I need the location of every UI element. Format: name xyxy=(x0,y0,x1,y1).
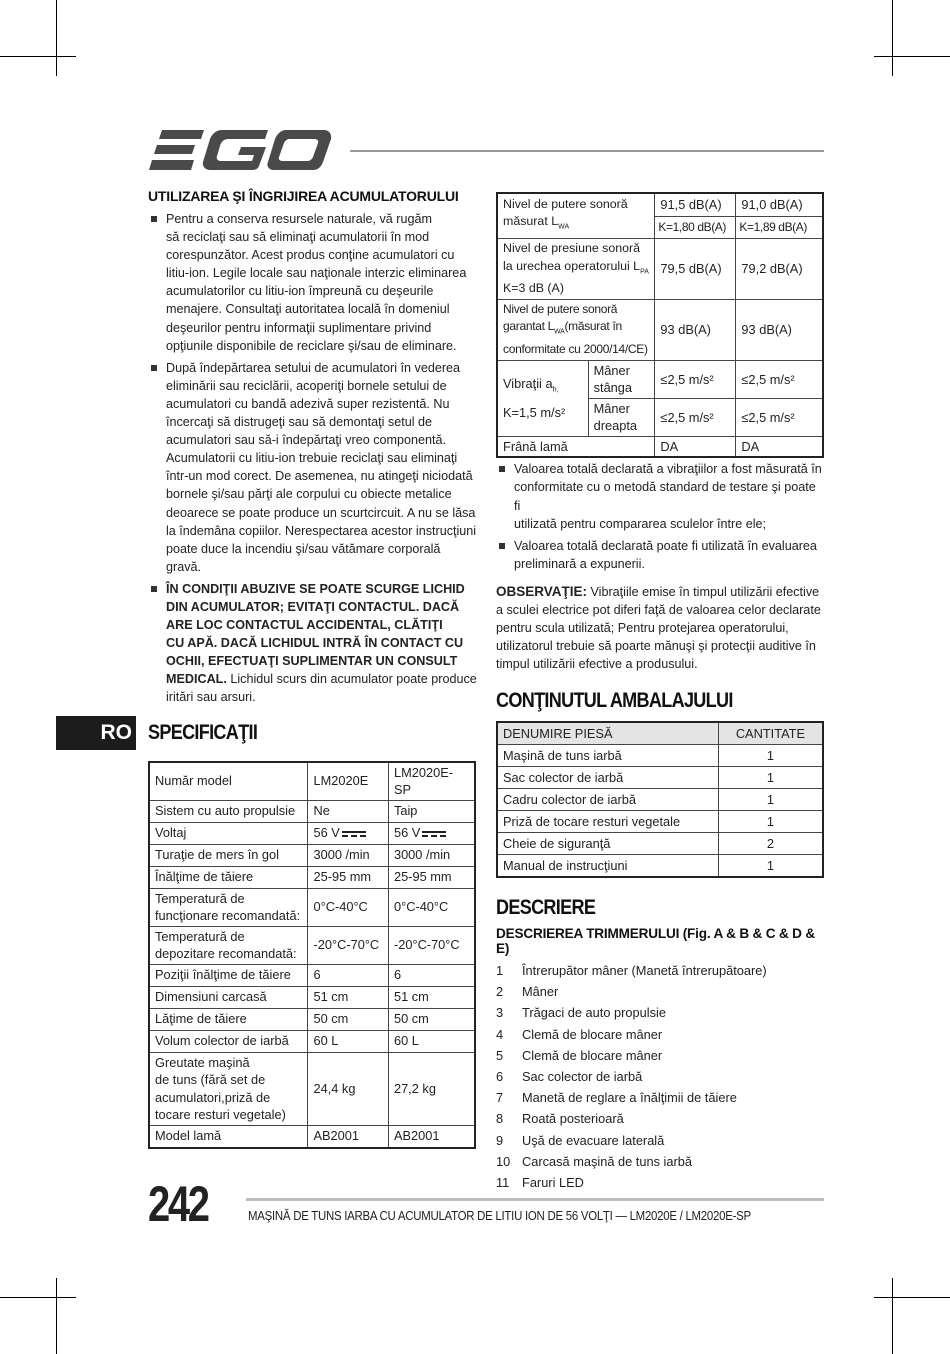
dc-symbol-icon xyxy=(422,830,446,838)
description-heading: DESCRIERE xyxy=(496,895,596,919)
spec-value-lm2020e: AB2001 xyxy=(308,1125,388,1148)
table-row xyxy=(497,832,823,854)
table-row: Frână lamă DA DA xyxy=(497,436,823,457)
spec-label: Dimensiuni carcasă xyxy=(149,986,308,1008)
list-item xyxy=(496,981,824,1002)
spec-label: Număr model xyxy=(149,762,308,801)
spec-value-lm2020e-sp: 0°C-40°C xyxy=(388,888,475,926)
table-row xyxy=(497,766,823,788)
crop-mark xyxy=(874,1297,950,1298)
spec-label: Poziţii înălţime de tăiere xyxy=(149,964,308,986)
spec-value-lm2020e-sp: 56 V xyxy=(388,822,475,844)
bullet-recycle: Pentru a conserva resursele naturale, vă rugăm să reciclaţi sau să eliminaţi acumulatorii în mod corespunzător. Acest produs conţine acumulatori cu litiu-ion. Legile locale sau naţionale interzic eliminarea acumulatorilor cu litiu-ion împreună cu deşeurile menajere. Consultaţi autoritatea locală în domeniul deşeurilor pentru informaţii suplimentare privind opţiunile disponibile de reciclare şi/sau de eliminare. xyxy=(148,210,478,355)
part-quantity: 2 xyxy=(718,832,823,854)
spec-value-lm2020e-sp: 27,2 kg xyxy=(388,1052,475,1125)
footer-rule xyxy=(246,1198,824,1201)
spec-value-lm2020e-sp: -20°C-70°C xyxy=(388,926,475,964)
spec-value-lm2020e: 6 xyxy=(308,964,388,986)
table-row xyxy=(149,888,475,926)
table-row xyxy=(497,854,823,877)
table-row xyxy=(149,1125,475,1148)
part-name: Cheie de siguranţă xyxy=(497,832,718,854)
table-row xyxy=(149,844,475,866)
list-item xyxy=(496,1172,824,1193)
bullet-warning: ÎN CONDIŢII ABUZIVE SE POATE SCURGE LICHID DIN ACUMULATOR; EVITAŢI CONTACTUL. DACĂ ARE LOC CONTACTUL ACCIDENTAL, CLĂTIŢI CU APĂ. DACĂ LICHIDUL INTRĂ ÎN CONTACT CU OCHII, EFECTUAŢI SUPLIMENTAR UN CONSULT MEDICAL. Lichidul scurs din acumulator poate produce iritări sau arsuri. xyxy=(148,580,478,707)
table-row: Nivel de presiune sonoră la urechea operatorului $L_{PA}$ K=3 dB (A) 79,5 dB(A) 79,2 dB(A) xyxy=(497,239,823,300)
part-quantity: 1 xyxy=(718,766,823,788)
item-text: Manetă de reglare a înălţimii de tăiere xyxy=(522,1090,737,1106)
item-text: Faruri LED xyxy=(522,1174,584,1190)
list-item xyxy=(496,1045,824,1066)
table-row xyxy=(149,866,475,888)
spec-value-lm2020e-sp: 51 cm xyxy=(388,986,475,1008)
battery-bullets xyxy=(148,210,478,707)
table-row xyxy=(149,986,475,1008)
language-tab: RO xyxy=(56,716,136,750)
item-number: 7 xyxy=(496,1090,504,1106)
battery-heading: UTILIZAREA ŞI ÎNGRIJIREA ACUMULATORULUI xyxy=(148,188,459,204)
list-item xyxy=(496,1151,824,1172)
spec-value-lm2020e-sp: 6 xyxy=(388,964,475,986)
crop-mark xyxy=(892,0,893,76)
spec-value-lm2020e: 50 cm xyxy=(308,1008,388,1030)
footer-title: MAŞINĂ DE TUNS IARBA CU ACUMULATOR DE LITIU ION DE 56 VOLŢI — LM2020E / LM2020E-SP xyxy=(248,1208,751,1223)
noise-vibration-table xyxy=(496,192,824,458)
page-number: 242 xyxy=(148,1176,208,1232)
part-name: Manual de instrucţiuni xyxy=(497,854,718,877)
spec-label: Voltaj xyxy=(149,822,308,844)
vibration-notes xyxy=(496,460,824,573)
item-text: Trăgaci de auto propulsie xyxy=(522,1005,666,1021)
item-number: 4 xyxy=(496,1026,504,1042)
crop-mark xyxy=(56,1278,57,1354)
item-text: Clemă de blocare mâner xyxy=(522,1047,663,1063)
table-row: Nivel de putere sonoră măsurat $L_{WA}$ 91,5 dB(A) K=1,80 dB(A) 91,0 dB(A) K=1,89 dB(A) xyxy=(497,193,823,239)
crop-mark xyxy=(0,56,76,57)
spec-value-lm2020e-sp: 3000 /min xyxy=(388,844,475,866)
item-text: Uşă de evacuare laterală xyxy=(522,1132,665,1148)
part-name: Priză de tocare resturi vegetale xyxy=(497,810,718,832)
item-number: 2 xyxy=(496,984,504,1000)
table-row xyxy=(497,810,823,832)
item-text: Mâner xyxy=(522,984,559,1000)
list-item xyxy=(496,1130,824,1151)
spec-value-lm2020e: 25-95 mm xyxy=(308,866,388,888)
table-row xyxy=(497,744,823,766)
spec-label: Înălţime de tăiere xyxy=(149,866,308,888)
spec-value-lm2020e: 51 cm xyxy=(308,986,388,1008)
item-number: 1 xyxy=(496,962,504,978)
table-row: Mâner dreapta ≤2,5 m/s² ≤2,5 m/s² xyxy=(497,398,823,436)
part-quantity: 1 xyxy=(718,788,823,810)
item-text: Sac colector de iarbă xyxy=(522,1068,643,1084)
spec-value-lm2020e-sp: 50 cm xyxy=(388,1008,475,1030)
part-name: Cadru colector de iarbă xyxy=(497,788,718,810)
list-item xyxy=(496,1024,824,1045)
note-item: Valoarea totală declarată poate fi utilizată în evaluarea preliminară a expunerii. xyxy=(496,537,824,573)
spec-label: Sistem cu auto propulsie xyxy=(149,800,308,822)
package-table xyxy=(496,721,824,878)
table-row: Nivel de putere sonoră garantat $L_{WA}(măsurat$ în conformitate cu 2000/14/CE) 93 dB(A) 93 dB(A) xyxy=(497,299,823,360)
item-number: 11 xyxy=(496,1174,510,1190)
part-name: Sac colector de iarbă xyxy=(497,766,718,788)
item-text: Întrerupător mâner (Manetă întrerupătoare) xyxy=(522,962,767,978)
spec-label: Temperatură de funcţionare recomandată: xyxy=(149,888,308,926)
table-row xyxy=(149,1008,475,1030)
part-quantity: 1 xyxy=(718,744,823,766)
spec-value-lm2020e: Ne xyxy=(308,800,388,822)
description-list xyxy=(496,960,824,1193)
spec-value-lm2020e-sp: 25-95 mm xyxy=(388,866,475,888)
table-row: Vibraţii $a_{h,}$ K=1,5 m/s² Mâner stânga ≤2,5 m/s² ≤2,5 m/s² xyxy=(497,360,823,398)
item-text: Roată posterioară xyxy=(522,1111,624,1127)
left-column xyxy=(148,188,478,1149)
table-row xyxy=(149,964,475,986)
package-heading: CONŢINUTUL AMBALAJULUI xyxy=(496,688,733,712)
spec-value-lm2020e: 3000 /min xyxy=(308,844,388,866)
list-item xyxy=(496,1108,824,1129)
list-item xyxy=(496,1087,824,1108)
crop-mark xyxy=(874,56,950,57)
list-item xyxy=(496,960,824,981)
right-column xyxy=(496,192,824,1193)
spec-label: Lăţime de tăiere xyxy=(149,1008,308,1030)
item-number: 9 xyxy=(496,1132,504,1148)
spec-label: Volum colector de iarbă xyxy=(149,1030,308,1052)
item-number: 5 xyxy=(496,1047,504,1063)
spec-label: Greutate maşină de tuns (fără set de acumulatori,priză de tocare resturi vegetale) xyxy=(149,1052,308,1125)
spec-value-lm2020e: 0°C-40°C xyxy=(308,888,388,926)
spec-value-lm2020e-sp: 60 L xyxy=(388,1030,475,1052)
spec-label: Model lamă xyxy=(149,1125,308,1148)
spec-value-lm2020e-sp: AB2001 xyxy=(388,1125,475,1148)
crop-mark xyxy=(0,1297,76,1298)
table-row xyxy=(497,788,823,810)
table-row xyxy=(149,926,475,964)
header-rule xyxy=(350,150,824,152)
spec-value-lm2020e: LM2020E xyxy=(308,762,388,801)
item-text: Carcasă maşină de tuns iarbă xyxy=(522,1153,693,1169)
item-number: 10 xyxy=(496,1153,511,1169)
item-text: Clemă de blocare mâner xyxy=(522,1026,663,1042)
dc-symbol-icon xyxy=(342,830,366,838)
spec-value-lm2020e: -20°C-70°C xyxy=(308,926,388,964)
spec-label: Temperatură de depozitare recomandată: xyxy=(149,926,308,964)
part-quantity: 1 xyxy=(718,810,823,832)
crop-mark xyxy=(56,0,57,76)
spec-label: Turaţie de mers în gol xyxy=(149,844,308,866)
crop-mark xyxy=(892,1278,893,1354)
bullet-terminals: După îndepărtarea setului de acumulatori în vederea eliminării sau reciclării, acoperiţi bornele setului de acumulatori cu bandă adezivă super rezistentă. Nu încercaţi să distrugeţi sau să demontaţi setul de acumulatori sau să-i îndepărtaţi vreo componentă. Acumulatorii cu litiu-ion trebuie reciclaţi sau eliminaţi într-un mod corect. De asemenea, nu atingeţi niciodată bornele şi/sau părţi ale corpului cu obiecte metalice deoarece se poate produce un scurtcircuit. A nu se lăsa la îndemâna copiilor. Nerespectarea acestor instrucţiuni poate duce la incendiu şi/sau vătămare corporală gravă. xyxy=(148,359,478,576)
spec-value-lm2020e-sp: LM2020E-SP xyxy=(388,762,475,801)
observation: OBSERVAŢIE: Vibraţiile emise în timpul utilizării efective a sculei electrice pot diferi faţă de valoarea celor declarate pentru scula utilizată; Pentru protejarea operatorului, utilizatorul trebuie să poarte mănuşi şi protecţii auditive în timpul utilizării efective a produsului. xyxy=(496,583,821,671)
description-subtitle: DESCRIEREA TRIMMERULUI (Fig. A & B & C & D & E) xyxy=(496,925,815,956)
spec-value-lm2020e: 24,4 kg xyxy=(308,1052,388,1125)
specs-heading: SPECIFICAŢII xyxy=(148,720,258,744)
table-row xyxy=(149,762,475,801)
table-header-row: DENUMIRE PIESĂ CANTITATE xyxy=(497,722,823,745)
table-row xyxy=(149,1030,475,1052)
specs-table xyxy=(148,761,476,1149)
part-quantity: 1 xyxy=(718,854,823,877)
spec-value-lm2020e-sp: Taip xyxy=(388,800,475,822)
item-number: 6 xyxy=(496,1068,504,1084)
part-name: Maşină de tuns iarbă xyxy=(497,744,718,766)
spec-value-lm2020e: 60 L xyxy=(308,1030,388,1052)
list-item xyxy=(496,1066,824,1087)
table-row xyxy=(149,800,475,822)
note-item: Valoarea totală declarată a vibraţiilor a fost măsurată în conformitate cu o metodă standard de testare şi poate fi utilizată pentru compararea sculelor între ele; xyxy=(496,460,824,532)
item-number: 3 xyxy=(496,1005,504,1021)
table-row xyxy=(149,1052,475,1125)
table-row xyxy=(149,822,475,844)
item-number: 8 xyxy=(496,1111,504,1127)
ego-logo xyxy=(148,128,332,172)
list-item xyxy=(496,1002,824,1023)
spec-value-lm2020e: 56 V xyxy=(308,822,388,844)
